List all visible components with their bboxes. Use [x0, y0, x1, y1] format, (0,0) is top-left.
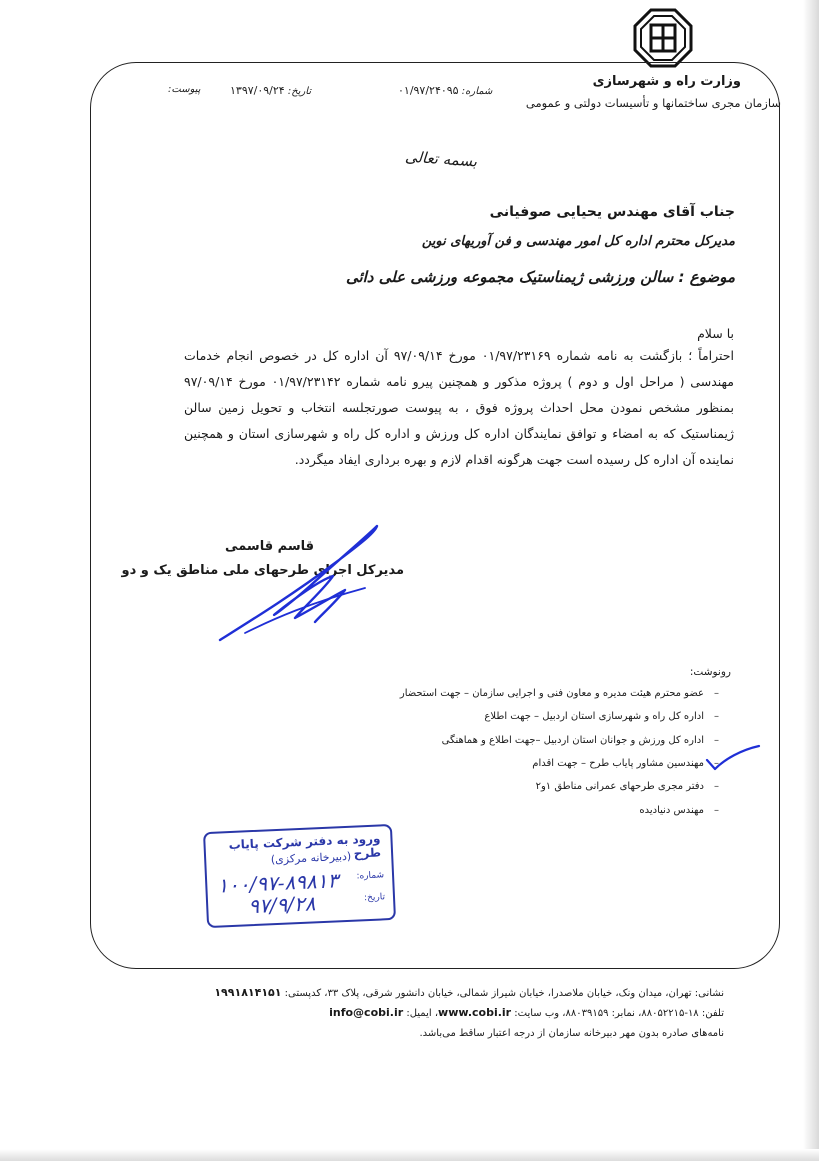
- email-link[interactable]: info@cobi.ir: [329, 1006, 404, 1019]
- signatory-title: مدیرکل اجرای طرحهای ملی مناطق یک و دو: [121, 563, 404, 578]
- ministry-logo: [633, 8, 693, 68]
- stamp-number-label: شماره:: [356, 870, 385, 882]
- footer-notice: نامه‌های صادره بدون مهر دبیرخانه سازمان از درجه اعتبار ساقط می‌باشد.: [419, 1028, 724, 1039]
- attachment-field: [168, 84, 201, 95]
- recipient-title: مدیرکل محترم اداره کل امور مهندسی و فن آوریهای نوین: [421, 234, 735, 249]
- stamp-subtitle: (دبیرخانه مرکزی): [270, 849, 352, 867]
- number-label: شماره:: [461, 86, 493, 97]
- signatory-name: قاسم قاسمی: [225, 539, 314, 554]
- ministry-name: وزارت راه و شهرسازی: [592, 74, 741, 89]
- cc-item: – دفتر مجری طرحهای عمرانی مناطق ۱و۲: [535, 781, 719, 793]
- letter-body: [184, 343, 734, 473]
- page-edge-shadow-bottom: [0, 1149, 819, 1161]
- page-edge-shadow: [803, 0, 819, 1161]
- footer-contact: تلفن: ۱۸-۸۸۰۵۲۲۱۵، نمابر: ۸۸۰۳۹۱۵۹، وب سایت: www.cobi.ir، ایمیل: info@cobi.ir: [329, 1006, 724, 1019]
- date-label: تاریخ:: [287, 86, 312, 97]
- cc-item: – اداره کل راه و شهرسازی استان اردبیل – جهت اطلاع: [484, 711, 719, 723]
- stamp-date-label: تاریخ:: [363, 892, 386, 904]
- cc-item: – عضو محترم هیئت مدیره و معاون فنی و اجرایی سازمان – جهت استحضار: [399, 688, 719, 700]
- cc-item: – مهندسین مشاور پایاب طرح – جهت اقدام: [532, 758, 719, 770]
- stamp-date-value: ۹۷/۹/۲۸: [247, 891, 316, 919]
- cc-heading: رونوشت:: [689, 666, 731, 678]
- letter-frame: [90, 62, 780, 969]
- number-field: [398, 84, 492, 97]
- website-link[interactable]: www.cobi.ir: [438, 1006, 512, 1019]
- stamp-number-value: ۱۰۰/۹۷-۸۹۸۱۳: [216, 868, 339, 898]
- bismillah: بسمه تعالی: [404, 147, 478, 171]
- handwritten-signature: [215, 518, 385, 648]
- date-value: ۱۳۹۷/۰۹/۲۴: [230, 84, 285, 97]
- stamp-title: ورود به دفتر شرکت پایاب طرح: [228, 831, 382, 861]
- postal-code: ۱۹۹۱۸۱۴۱۵۱: [214, 986, 282, 999]
- salutation: با سلام: [697, 326, 734, 341]
- recipient-name: جناب آقای مهندس یحیایی صوفیانی: [489, 204, 735, 220]
- checkmark-icon: [703, 744, 763, 772]
- cc-item: – اداره کل ورزش و جوانان استان اردبیل –جهت اطلاع و هماهنگی: [441, 734, 719, 746]
- attachment-label: پیوست:: [168, 84, 201, 95]
- cc-item: – مهندس دنیادیده: [639, 804, 719, 816]
- receipt-stamp: [203, 824, 396, 928]
- number-value: ۰۱/۹۷/۲۴۰۹۵: [398, 84, 459, 97]
- footer-address: نشانی: تهران، میدان ونک، خیابان ملاصدرا، خیابان شیراز شمالی، خیابان دانشور شرقی، پلاک ۳۳، کدپستی: ۱۹۹۱۸۱۴۱۵۱: [214, 986, 724, 999]
- cc-list: [299, 682, 719, 822]
- date-field: [230, 84, 311, 97]
- subject-line: موضوع : سالن ورزشی ژیمناستیک مجموعه ورزشی علی دائی: [345, 268, 735, 286]
- organization-name: سازمان مجری ساختمانها و تأسیسات دولتی و عمومی: [525, 96, 781, 110]
- body-paragraph: احتراماً ؛ بازگشت به نامه شماره ۰۱/۹۷/۲۳۱۶۹ مورخ ۹۷/۰۹/۱۴ آن اداره کل در خصوص انجام خدمات مهندسی ( مراحل اول و دوم ) پروژه مذکور و همچنین پیرو نامه شماره ۰۱/۹۷/۲۳۱۴۲ مورخ ۹۷/۰۹/۱۴ بمنظور مشخص نمودن محل احداث پروژه فوق ، به پیوست صورتجلسه انتخاب و تحویل زمین سالن ژیمناستیک که به امضاء و توافق نمایندگان اداره کل ورزش و اداره کل راه و شهرسازی استان و همچنین نماینده آن اداره کل رسیده است جهت هرگونه اقدام لازم و بهره برداری ایفاد میگردد.: [184, 348, 734, 467]
